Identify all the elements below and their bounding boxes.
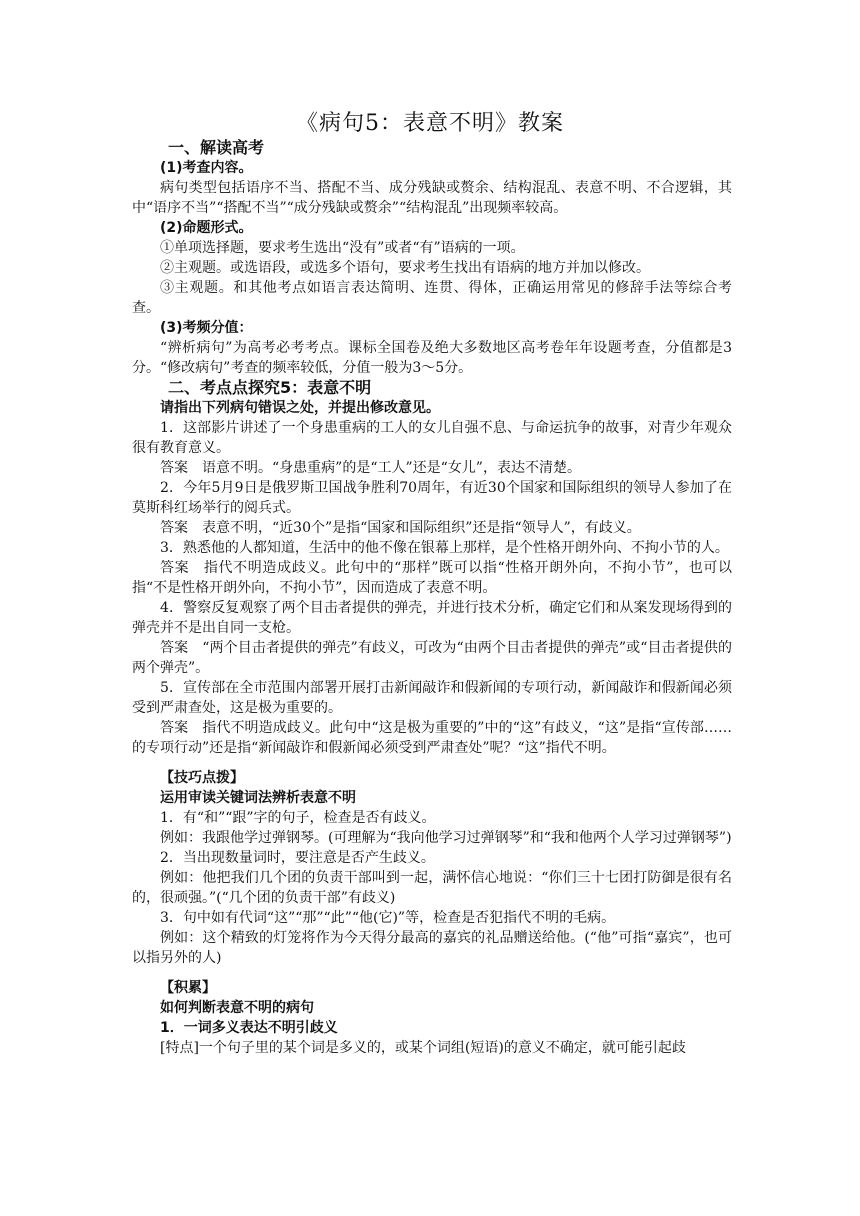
question-item: 3．熟悉他的人都知道，生活中的他不像在银幕上那样，是个性格开朗外向、不拘小节的人。 bbox=[160, 540, 729, 556]
answer-item: 答案 指代不明造成歧义。此句中“这是极为重要的”中的“这”有歧义，“这”是指“宣传部……的专项行动”还是指“新闻敲诈和假新闻必须受到严肃查处”呢？“这”指代不明。 bbox=[132, 720, 732, 756]
list-item: ①单项选择题，要求考生选出“没有”或者“有”语病的一项。 bbox=[160, 240, 525, 256]
list-item: ③主观题。和其他考点如语言表达简明、连贯、得体，正确运用常见的修辞手法等综合考查。 bbox=[132, 280, 732, 316]
accumulation-point: 1．一词多义表达不明引歧义 bbox=[160, 1020, 338, 1036]
answer-item: 答案 “两个目击者提供的弹壳”有歧义，可改为“由两个目击者提供的弹壳”或“目击者提供的两个弹壳”。 bbox=[132, 640, 732, 676]
answer-item: 答案 指代不明造成歧义。此句中的“那样”既可以指“性格开朗外向，不拘小节”，也可以指“不是性格开朗外向，不拘小节”，因而造成了表意不明。 bbox=[132, 560, 732, 596]
accumulation-heading: 【积累】 bbox=[160, 980, 216, 996]
answer-item: 答案 表意不明，“近30个”是指“国家和国际组织”还是指“领导人”，有歧义。 bbox=[160, 520, 641, 536]
tip-example: 例如：这个精致的灯笼将作为今天得分最高的嘉宾的礼品赠送给他。(“他”可指“嘉宾”，也可以指另外的人) bbox=[132, 930, 732, 966]
paragraph: [特点]一个句子里的某个词是多义的，或某个词组(短语)的意义不确定，就可能引起歧 bbox=[160, 1040, 686, 1056]
tips-heading: 【技巧点拨】 bbox=[160, 770, 244, 786]
tip-example: 例如：他把我们几个团的负责干部叫到一起，满怀信心地说：“你们三十七团打防御是很有名的，很顽强。”(“几个团的负责干部”有歧义) bbox=[132, 870, 732, 906]
subsection-label-2: (2)命题形式。 bbox=[160, 220, 253, 236]
question-item: 1．这部影片讲述了一个身患重病的工人的女儿自强不息、与命运抗争的故事，对青少年观众很有教育意义。 bbox=[132, 420, 732, 456]
question-item: 5．宣传部在全市范围内部署开展打击新闻敲诈和假新闻的专项行动，新闻敲诈和假新闻必须受到严肃查处，这是极为重要的。 bbox=[132, 680, 732, 716]
question-item: 4．警察反复观察了两个目击者提供的弹壳，并进行技术分析，确定它们和从案发现场得到的弹壳并不是出自同一支枪。 bbox=[132, 600, 732, 636]
tips-subheading: 运用审读关键词法辨析表意不明 bbox=[160, 790, 356, 806]
document-title: 《病句5：表意不明》教案 bbox=[296, 111, 564, 136]
section-heading-2: 二、考点点探究5：表意不明 bbox=[168, 378, 372, 397]
answer-item: 答案 语意不明。“身患重病”的是“工人”还是“女儿”，表达不清楚。 bbox=[160, 460, 581, 476]
tip-rule: 1．有“和”“跟”字的句子，检查是否有歧义。 bbox=[160, 810, 436, 826]
spacer bbox=[132, 758, 732, 768]
tip-rule: 2．当出现数量词时，要注意是否产生歧义。 bbox=[160, 850, 435, 866]
list-item: ②主观题。或选语段，或选多个语句，要求考生找出有语病的地方并加以修改。 bbox=[160, 260, 650, 276]
tip-rule: 3．句中如有代词“这”“那”“此”“他(它)”等，检查是否犯指代不明的毛病。 bbox=[160, 910, 616, 926]
paragraph: 病句类型包括语序不当、搭配不当、成分残缺或赘余、结构混乱、表意不明、不合逻辑，其中“语序不当”“搭配不当”“成分残缺或赘余”“结构混乱”出现频率较高。 bbox=[132, 180, 732, 216]
question-item: 2．今年5月9日是俄罗斯卫国战争胜利70周年，有近30个国家和国际组织的领导人参加了在莫斯科红场举行的阅兵式。 bbox=[132, 480, 732, 516]
tip-example: 例如：我跟他学过弹钢琴。(可理解为“我向他学习过弹钢琴”和“我和他两个人学习过弹钢琴”) bbox=[160, 830, 732, 846]
spacer bbox=[132, 968, 732, 978]
accumulation-subheading: 如何判断表意不明的病句 bbox=[160, 1000, 314, 1016]
subsection-label-3: (3)考频分值： bbox=[160, 320, 253, 336]
instruction: 请指出下列病句错误之处，并提出修改意见。 bbox=[160, 400, 440, 416]
subsection-label-1: (1)考查内容。 bbox=[160, 160, 253, 176]
section-heading-1: 一、解读高考 bbox=[168, 138, 265, 157]
paragraph: “辨析病句”为高考必考考点。课标全国卷及绝大多数地区高考卷年年设题考查，分值都是3分。“修改病句”考查的频率较低，分值一般为3～5分。 bbox=[132, 340, 732, 376]
document-body bbox=[132, 138, 732, 1058]
